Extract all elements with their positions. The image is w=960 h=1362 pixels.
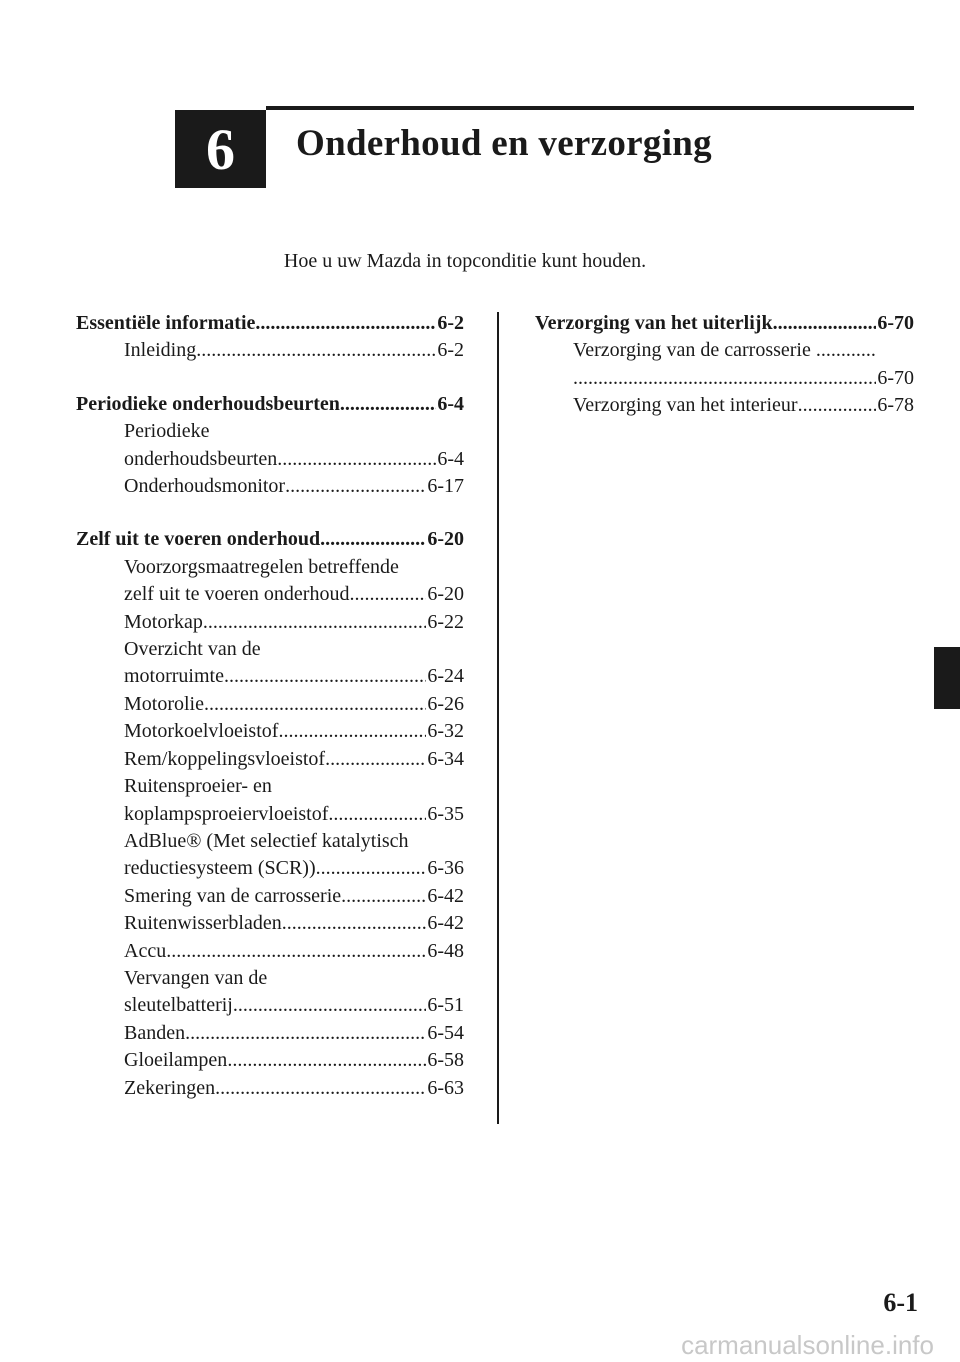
dot-leader <box>255 310 436 337</box>
toc-section-title: Periodieke onderhoudsbeurten <box>76 392 340 415</box>
dot-leader <box>282 910 427 937</box>
toc-entry[interactable] <box>76 473 464 500</box>
toc-entry[interactable] <box>76 609 464 636</box>
toc-entry[interactable] <box>76 718 464 745</box>
toc-entry[interactable] <box>76 910 464 937</box>
dot-leader <box>285 473 426 500</box>
dot-leader <box>278 718 426 745</box>
chapter-number: 6 <box>175 110 266 188</box>
toc-section <box>76 391 464 501</box>
toc-section-heading[interactable] <box>76 526 464 553</box>
toc-section-page: 6-4 <box>437 392 464 415</box>
toc-entry-line1: Verzorging van de carrosserie ............ <box>573 339 876 362</box>
dot-leader <box>185 1020 426 1047</box>
toc-entry-line1: AdBlue® (Met selectief katalytisch <box>124 829 409 852</box>
toc-entry-title: reductiesysteem (SCR)) <box>124 857 316 880</box>
toc-entry-title: Verzorging van het interieur <box>573 394 798 417</box>
toc-section-page: 6-70 <box>877 312 914 334</box>
toc-entry-title: Banden <box>124 1021 186 1044</box>
chapter-thumb-tab <box>934 647 960 709</box>
toc-entry-line1: Ruitensproeier- en <box>124 775 272 798</box>
toc-entry[interactable] <box>76 337 464 364</box>
header-rule <box>266 106 914 110</box>
dot-leader <box>233 992 426 1019</box>
chapter-subtitle: Hoe u uw Mazda in topconditie kunt houden. <box>283 250 647 272</box>
toc-entry-line1: Overzicht van de <box>124 638 261 661</box>
toc-entry-page: 6-24 <box>427 665 464 688</box>
toc-entry-page: 6-42 <box>427 912 464 935</box>
toc-entry-title: motorruimte <box>124 665 224 688</box>
toc-entry[interactable] <box>76 1047 464 1074</box>
toc-entry-page: 6-51 <box>427 994 464 1017</box>
dot-leader <box>773 310 877 337</box>
toc-entry-title: onderhoudsbeurten <box>124 447 278 470</box>
toc-entry-title: Accu <box>124 939 167 962</box>
toc-entry-title: Onderhoudsmonitor <box>124 475 286 498</box>
toc-entry[interactable] <box>76 746 464 773</box>
toc-entry-page: 6-32 <box>427 720 464 743</box>
toc-entry-page: 6-42 <box>427 884 464 907</box>
dot-leader <box>316 855 427 882</box>
toc-entry-page: 6-17 <box>427 475 464 498</box>
column-divider <box>497 312 499 1124</box>
toc-entry[interactable] <box>76 663 464 690</box>
dot-leader <box>325 746 426 773</box>
toc-entry-title: Zekeringen <box>124 1076 216 1099</box>
toc-entry[interactable] <box>76 938 464 965</box>
toc-entry-title: Inleiding <box>124 339 197 362</box>
toc-section <box>76 310 464 365</box>
toc-entry-page: 6-78 <box>877 394 914 417</box>
toc-section-heading[interactable] <box>76 310 464 337</box>
toc-section <box>76 526 464 1102</box>
toc-entry[interactable] <box>76 883 464 910</box>
dot-leader <box>277 446 436 473</box>
toc-entry-title: Motorkoelvloeistof <box>124 720 279 743</box>
toc-entry-line1: Voorzorgsmaatregelen betreffende <box>124 555 399 578</box>
toc-section-title: Zelf uit te voeren onderhoud <box>76 528 321 551</box>
watermark: carmanualsonline.info <box>681 1330 934 1360</box>
toc-entry[interactable] <box>76 691 464 718</box>
toc-entry-line1: Periodieke <box>124 420 210 443</box>
toc-entry[interactable] <box>76 581 464 608</box>
toc-entry[interactable] <box>535 392 914 419</box>
toc-entry[interactable] <box>76 992 464 1019</box>
dot-leader <box>227 1047 426 1074</box>
dot-leader <box>341 883 426 910</box>
toc-entry-line1: Vervangen van de <box>124 966 268 989</box>
page-number: 6-1 <box>883 1288 918 1317</box>
toc-entry-page: 6-36 <box>427 857 464 880</box>
toc-entry-page: 6-2 <box>437 339 464 362</box>
toc-entry-title: Smering van de carrosserie <box>124 884 342 907</box>
toc-entry[interactable] <box>76 1075 464 1102</box>
toc-entry-page: 6-58 <box>427 1049 464 1072</box>
dot-leader <box>340 391 436 418</box>
toc-entry-page: 6-4 <box>437 447 464 470</box>
toc-left-column <box>76 310 464 1128</box>
dot-leader <box>798 392 877 419</box>
toc-entry-page: 6-70 <box>877 366 914 389</box>
dot-leader <box>320 526 426 553</box>
toc-entry[interactable] <box>76 855 464 882</box>
toc-section-title: Verzorging van het uiterlijk <box>535 312 773 334</box>
toc-entry-page: 6-26 <box>427 692 464 715</box>
toc-entry-title: zelf uit te voeren onderhoud <box>124 583 350 606</box>
dot-leader <box>196 337 436 364</box>
dot-leader <box>203 609 426 636</box>
toc-entry-title: koplampsproeiervloeistof <box>124 802 329 825</box>
toc-section-heading[interactable] <box>535 310 914 337</box>
dot-leader <box>215 1075 426 1102</box>
toc-section-heading[interactable] <box>76 391 464 418</box>
toc-entry[interactable] <box>76 1020 464 1047</box>
toc-section-page: 6-20 <box>427 528 464 551</box>
dot-leader <box>224 663 426 690</box>
dot-leader <box>204 691 426 718</box>
dot-leader <box>573 365 876 392</box>
toc-entry-page: 6-48 <box>427 939 464 962</box>
toc-entry-page: 6-63 <box>427 1076 464 1099</box>
dot-leader <box>349 581 426 608</box>
toc-section <box>535 310 914 420</box>
toc-entry-title: sleutelbatterij <box>124 994 233 1017</box>
toc-section-title: Essentiële informatie <box>76 312 256 334</box>
toc-entry-title: Gloeilampen <box>124 1049 228 1072</box>
toc-entry-title: Rem/koppelingsvloeistof <box>124 747 326 770</box>
toc-entry-page: 6-20 <box>427 583 464 606</box>
toc-right-column <box>535 310 914 446</box>
toc-entry[interactable] <box>76 446 464 473</box>
dot-leader <box>328 801 426 828</box>
toc-entry-title: Motorolie <box>124 692 204 715</box>
toc-entry-page: 6-22 <box>427 610 464 633</box>
toc-entry-page: 6-35 <box>427 802 464 825</box>
toc-entry-page: 6-34 <box>427 747 464 770</box>
dot-leader <box>166 938 426 965</box>
toc-section-page: 6-2 <box>437 312 464 334</box>
toc-entry[interactable] <box>535 365 914 392</box>
toc-entry-title: Ruitenwisserbladen <box>124 912 282 935</box>
toc-entry-title: Motorkap <box>124 610 203 633</box>
toc-entry-page: 6-54 <box>427 1021 464 1044</box>
toc-entry[interactable] <box>76 801 464 828</box>
chapter-title: Onderhoud en verzorging <box>296 123 712 164</box>
